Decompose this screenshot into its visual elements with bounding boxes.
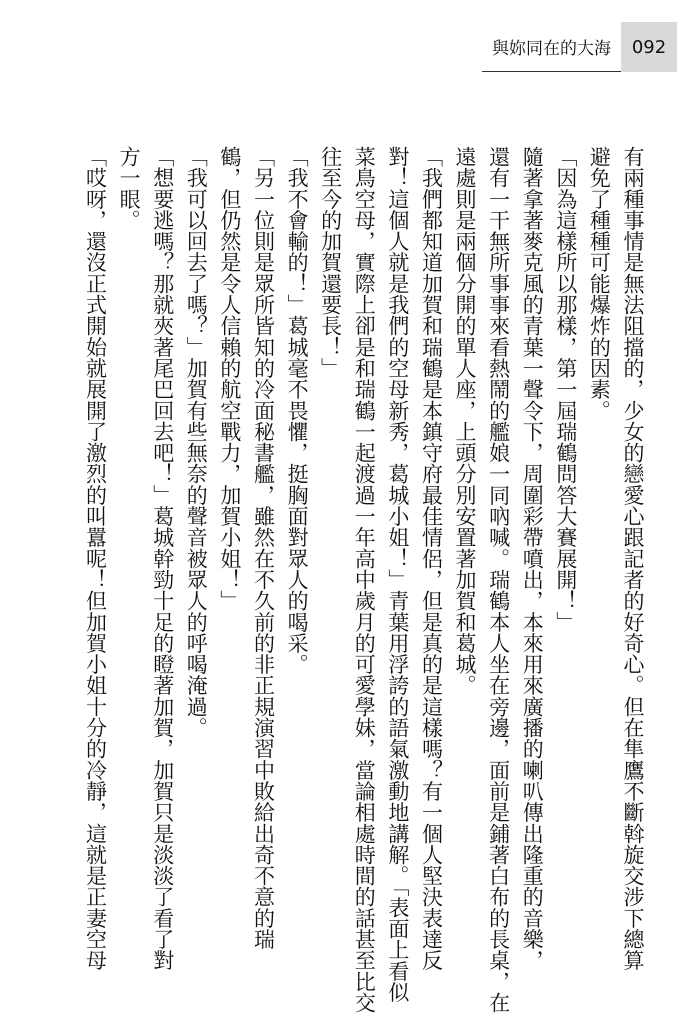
text-line: 鶴，但仍然是令人信賴的航空戰力，加賀小姐！」	[217, 146, 242, 612]
text-line: 隨著拿著麥克風的青葉一聲令下，周圍彩帶噴出，本來用來廣播的喇叭傳出隆重的音樂，	[520, 146, 545, 971]
book-title: 與妳同在的大海	[482, 22, 621, 72]
text-line: 「另一位則是眾所皆知的冷面秘書艦，雖然在不久前的非正規演習中敗給出奇不意的瑞	[251, 146, 276, 950]
text-line: 菜鳥空母，實際上卻是和瑞鶴一起渡過一年高中歲月的可愛學妹，當論相處時間的話甚至比交	[352, 146, 377, 1013]
text-line: 還有一干無所事事來看熱鬧的艦娘一同吶喊。瑞鶴本人坐在旁邊，面前是鋪著白布的長桌，在	[486, 146, 511, 1013]
text-line: 「哎呀，還沒正式開始就展開了激烈的叫囂呢！但加賀小姐十分的冷靜，這就是正妻空母	[83, 146, 108, 971]
text-line: 「因為這樣所以那樣，第一屆瑞鶴問答大賽展開！」	[553, 146, 578, 633]
page-number: 092	[621, 22, 677, 72]
text-line: 「想要逃嗎？那就夾著尾巴回去吧！」葛城幹勁十足的瞪著加賀，加賀只是淡淡了看了對	[150, 146, 175, 971]
text-line: 「我可以回去了嗎？」加賀有些無奈的聲音被眾人的呼喝淹過。	[184, 146, 209, 739]
text-line: 「我不會輸的！」葛城毫不畏懼，挺胸面對眾人的喝采。	[285, 146, 310, 675]
text-line: 往至今的加賀還要長！」	[318, 146, 343, 379]
text-line: 對！這個人就是我們的空母新秀，葛城小姐！」青葉用浮誇的語氣激動地講解。「表面上看似	[385, 146, 410, 1003]
body-text	[27, 146, 649, 1013]
text-line: 方一眼。	[117, 146, 142, 231]
text-line: 避免了種種可能爆炸的因素。	[587, 146, 612, 421]
text-line: 「我們都知道加賀和瑞鶴是本鎮守府最佳情侶，但是真的是這樣嗎？有一個人堅決表達反	[419, 146, 444, 971]
text-line: 有兩種事情是無法阻擋的，少女的戀愛心跟記者的好奇心。但在隼鷹不斷斡旋交涉下總算	[621, 146, 645, 971]
page-header	[482, 22, 677, 72]
text-line: 遠處則是兩個分開的單人座，上頭分別安置著加賀和葛城。	[453, 146, 478, 696]
